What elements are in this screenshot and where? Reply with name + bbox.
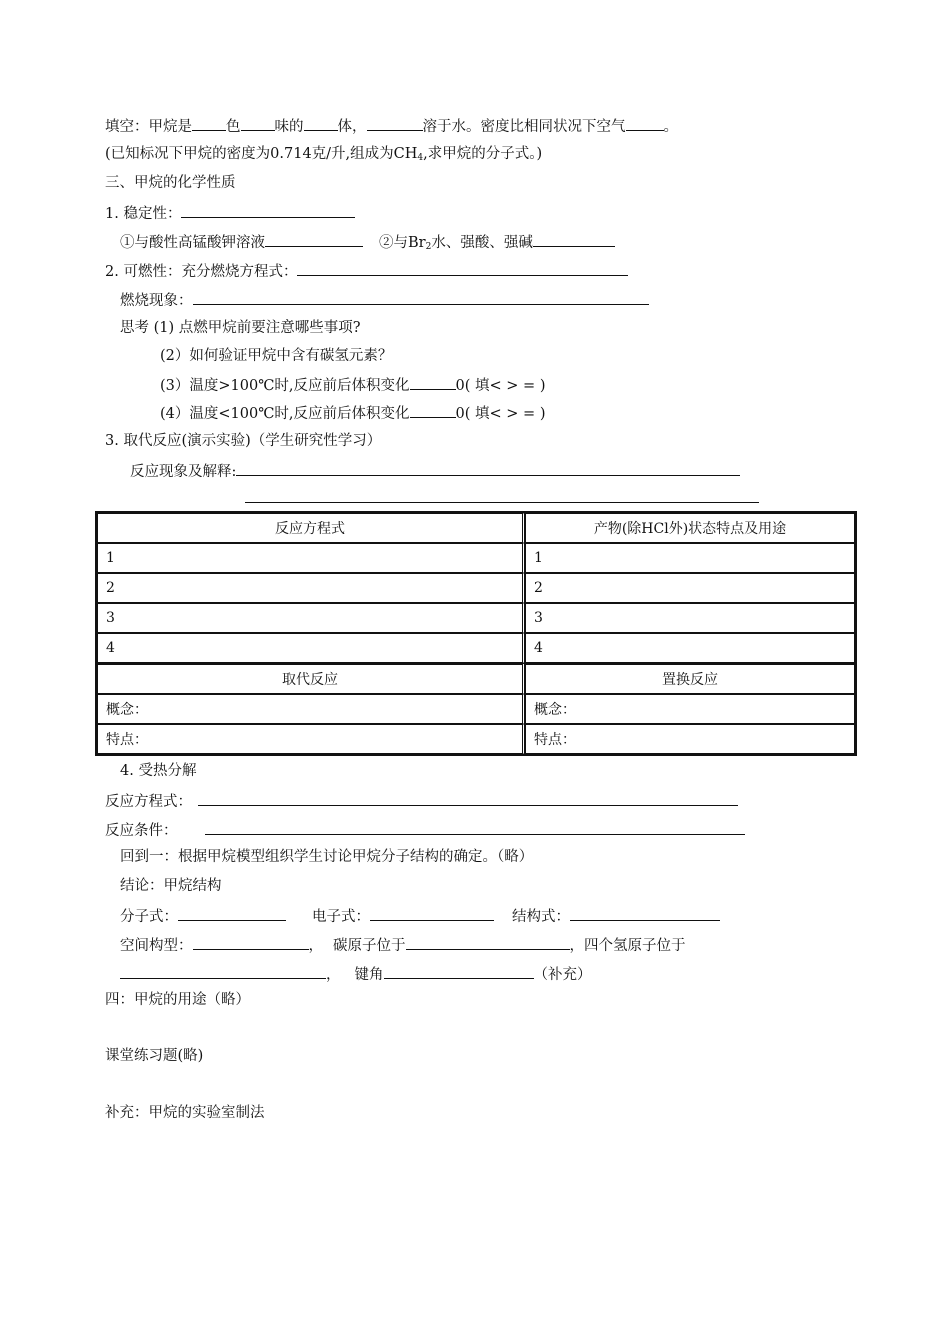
table-cell[interactable]: 3 xyxy=(97,603,525,633)
stability-title: 1. 稳定性： xyxy=(105,206,182,222)
blank-phenomenon[interactable] xyxy=(193,289,649,305)
electron-label: 电子式： xyxy=(312,909,370,925)
concept-left[interactable]: 概念： xyxy=(97,694,525,724)
supplement-tag: （补充） xyxy=(533,967,592,983)
stability-items xyxy=(120,231,615,251)
table-row xyxy=(97,573,855,603)
comma: ， xyxy=(308,938,323,954)
header-displacement: 置换反应 xyxy=(525,663,855,694)
think-q4 xyxy=(160,402,545,422)
combustion-title: 2. 可燃性：充分燃烧方程式： xyxy=(105,264,298,280)
stability-line xyxy=(105,202,355,222)
think-q4-text: (4）温度<100℃时,反应前后体积变化 xyxy=(160,406,410,422)
table-cell[interactable]: 3 xyxy=(525,603,855,633)
table-cell[interactable]: 1 xyxy=(97,543,525,573)
blank-kmno4[interactable] xyxy=(265,231,363,247)
think-q2: (2）如何验证甲烷中含有碳氢元素？ xyxy=(160,348,393,364)
section-4-heading: 四：甲烷的用途（略） xyxy=(105,992,250,1008)
equation-label: 反应方程式： xyxy=(105,794,192,810)
table-row-feature xyxy=(97,724,855,754)
structural-label: 结构式： xyxy=(512,909,570,925)
exercise-heading: 课堂练习题(略) xyxy=(105,1048,204,1064)
structure-formulas xyxy=(120,905,720,925)
blank-explain-2[interactable] xyxy=(245,502,759,503)
fill-text-6: 。 xyxy=(663,119,678,135)
blank-explain-1[interactable] xyxy=(236,460,740,476)
stability-item-2: ②与Br xyxy=(379,235,426,251)
blank-decomp-equation[interactable] xyxy=(198,790,738,806)
decomposition-title: 4. 受热分解 xyxy=(120,763,197,779)
phenomenon-label: 燃烧现象： xyxy=(120,293,193,309)
combustion-line xyxy=(105,260,628,280)
br2-subscript: 2 xyxy=(425,242,432,252)
stability-item-1: ①与酸性高锰酸钾溶液 xyxy=(120,235,265,251)
blank-combustion-equation[interactable] xyxy=(297,260,628,276)
note-text-after: ,求甲烷的分子式。) xyxy=(423,146,543,162)
condition-label: 反应条件： xyxy=(105,823,178,839)
blank-bond-angle[interactable] xyxy=(384,963,534,979)
fill-text-1: 填空：甲烷是 xyxy=(105,119,192,135)
structure-spatial xyxy=(120,934,686,954)
blank-state[interactable] xyxy=(304,115,338,131)
blank-hydrogen[interactable] xyxy=(120,963,326,979)
table-row xyxy=(97,633,855,663)
header-products: 产物(除HCl外)状态特点及用途 xyxy=(525,513,855,543)
bond-label: 键角 xyxy=(354,967,384,983)
table-row xyxy=(97,603,855,633)
fill-text-2: 色 xyxy=(226,119,241,135)
comma: ， xyxy=(326,967,341,983)
section-3-heading: 三、甲烷的化学性质 xyxy=(105,175,236,191)
note-text: (已知标况下甲烷的密度为0.714克/升,组成为CH xyxy=(105,146,418,162)
feature-left[interactable]: 特点： xyxy=(97,724,525,754)
spatial-label: 空间构型： xyxy=(120,938,193,954)
carbon-label: 碳原子位于 xyxy=(333,938,406,954)
density-note xyxy=(105,144,542,164)
decomposition-condition xyxy=(105,819,745,839)
header-equation: 反应方程式 xyxy=(97,513,525,543)
formula-label: 分子式： xyxy=(120,909,178,925)
fill-text-3: 味的 xyxy=(274,119,304,135)
stability-item-2b: 水、强酸、强碱 xyxy=(431,235,533,251)
think-q4-tail: 0( 填< > = ) xyxy=(455,406,546,422)
blank-color[interactable] xyxy=(192,115,226,131)
concept-right[interactable]: 概念： xyxy=(525,694,855,724)
think-q1: 思考 (1) 点燃甲烷前要注意哪些事项? xyxy=(120,320,361,336)
blank-q4[interactable] xyxy=(410,402,456,418)
table-cell[interactable]: 2 xyxy=(525,573,855,603)
table-row-concept xyxy=(97,694,855,724)
blank-stability[interactable] xyxy=(181,202,355,218)
table-cell[interactable]: 4 xyxy=(525,633,855,663)
think-q3-text: (3）温度>100℃时,反应前后体积变化 xyxy=(160,378,410,394)
decomposition-equation xyxy=(105,790,738,810)
blank-q3[interactable] xyxy=(410,374,456,390)
substitution-title: 3. 取代反应(演示实验)（学生研究性学习） xyxy=(105,433,382,449)
blank-molecular-formula[interactable] xyxy=(178,905,286,921)
blank-decomp-condition[interactable] xyxy=(205,819,745,835)
feature-right[interactable]: 特点： xyxy=(525,724,855,754)
explain-line xyxy=(130,460,740,480)
blank-carbon[interactable] xyxy=(406,934,570,950)
blank-structural-formula[interactable] xyxy=(570,905,720,921)
structure-bond xyxy=(120,963,592,983)
note-subscript: 4 xyxy=(417,153,424,163)
blank-solubility[interactable] xyxy=(367,115,423,131)
explain-label: 反应现象及解释: xyxy=(130,464,237,480)
fill-text-4: 体， xyxy=(337,119,367,135)
fill-text-5: 溶于水。密度比相同状况下空气 xyxy=(422,119,626,135)
blank-spatial[interactable] xyxy=(193,934,309,950)
table-header-2 xyxy=(97,663,855,694)
hydrogen-label: ，四个氢原子位于 xyxy=(569,938,686,954)
table-cell[interactable]: 1 xyxy=(525,543,855,573)
structure-back: 回到一：根据甲烷模型组织学生讨论甲烷分子结构的确定。（略） xyxy=(120,849,534,865)
reaction-table xyxy=(95,511,857,756)
table-cell[interactable]: 2 xyxy=(97,573,525,603)
structure-conclusion: 结论：甲烷结构 xyxy=(120,878,222,894)
table-row xyxy=(97,543,855,573)
header-substitution: 取代反应 xyxy=(97,663,525,694)
think-q3-tail: 0( 填< > = ) xyxy=(455,378,546,394)
think-q3 xyxy=(160,374,545,394)
phenomenon-line xyxy=(120,289,649,309)
fill-line xyxy=(105,115,678,135)
blank-smell[interactable] xyxy=(241,115,275,131)
blank-density[interactable] xyxy=(626,115,664,131)
blank-br2[interactable] xyxy=(533,231,615,247)
table-header xyxy=(97,513,855,543)
supplement-heading: 补充：甲烷的实验室制法 xyxy=(105,1105,265,1121)
blank-electron-formula[interactable] xyxy=(370,905,494,921)
table-cell[interactable]: 4 xyxy=(97,633,525,663)
